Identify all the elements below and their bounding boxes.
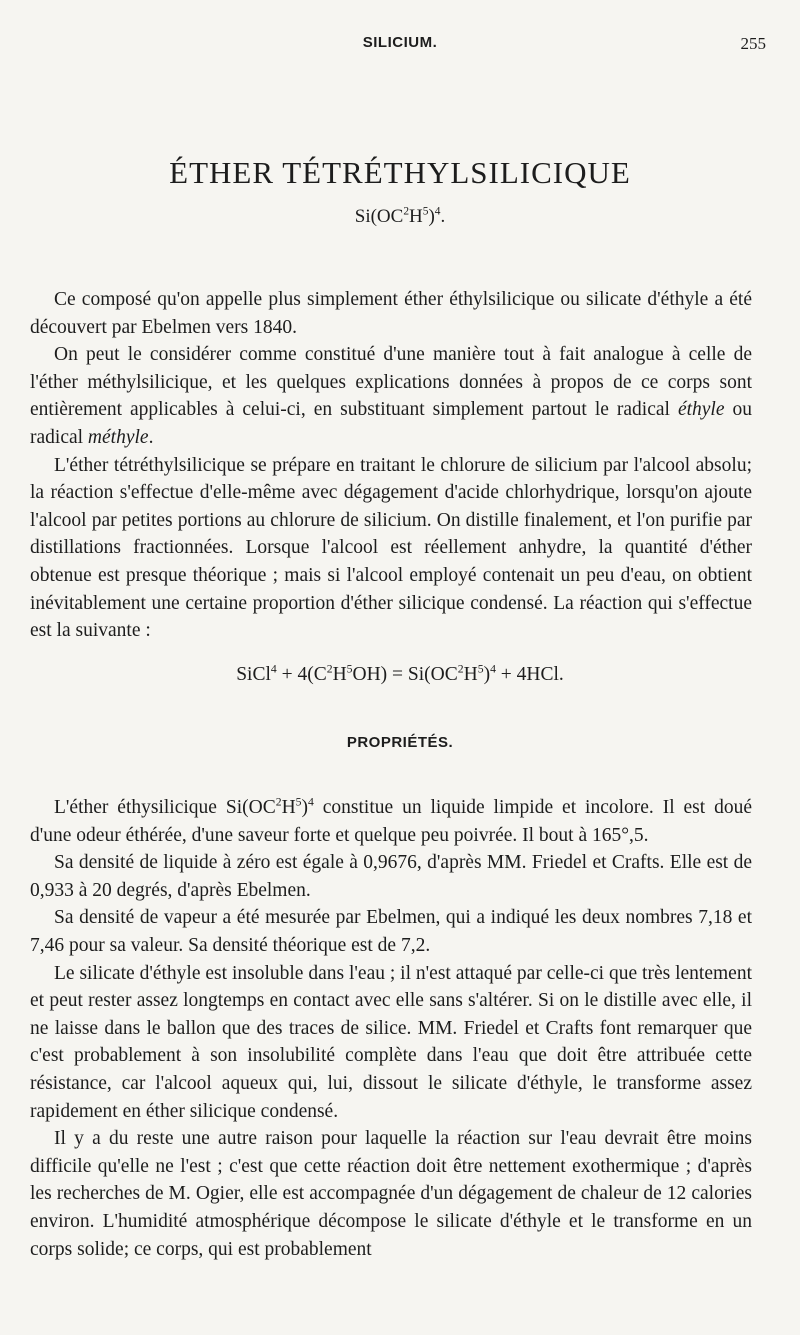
paragraph: Il y a du reste une autre raison pour laquelle la réaction sur l'eau devrait être moins difficile qu'elle ne l'est ; c'est que cette réaction doit être nettement exothermique ; d'après les recherches de M. Ogier, elle est accompagnée d'un dégagement de chaleur de 12 calories environ. L'humidité atmosphérique décompose le silicate d'éthyle et le transforme en un corps solide; ce corps, qui est probablement xyxy=(30,1128,752,1260)
paragraph: L'éther éthysilicique $Si(OC^2H^5)^4$ constitue un liquide limpide et incolore. Il est doué d'une odeur éthérée, d'une saveur forte et quelque peu poivrée. Il bout à 165°,5. xyxy=(30,795,753,846)
paragraph: Ce composé qu'on appelle plus simplement éther éthylsilicique ou silicate d'éthyle a été découvert par Ebelmen vers 1840. xyxy=(30,289,752,338)
running-head xyxy=(0,34,800,58)
chemical-formula: $Si(OC^2H^5)^4$. xyxy=(354,205,446,227)
paragraph: On peut le considérer comme constitué d'une manière tout à fait analogue à celle de l'éther méthylsilicique, et les quelques explications données à propos de ce corps sont entièrement applicables à celui-ci, en substituant simplement partout le radical éthyle ou radical méthyle. xyxy=(30,344,752,448)
intro-text xyxy=(30,286,752,645)
chapter-title: ÉTHER TÉTRÉTHYLSILICIQUE xyxy=(169,154,631,190)
section-heading: PROPRIÉTÉS. xyxy=(346,734,454,751)
reaction-equation: SiCl$^4$ + $4(C^2H^5OH) = Si(OC^2H^5)^4 + 4HCl$. xyxy=(236,662,564,685)
page-number: 255 xyxy=(740,34,766,53)
paragraph: Le silicate d'éthyle est insoluble dans l'eau ; il n'est attaqué par celle-ci que très lentement et peut rester assez longtemps en contact avec elle sans s'altérer. Si on le distille avec elle, il ne laisse dans le ballon que des traces de silice. MM. Friedel et Crafts font remarquer que c'est probablement à son insolubilité complète dans l'eau que doit être attribuée cette résistance, car l'alcool aqueux qui, lui, dissout le silicate d'éthyle, le transforme assez rapidement en éther silicique condensé. xyxy=(30,962,752,1122)
paragraph: L'éther tétréthylsilicique se prépare en traitant le chlorure de silicium par l'alcool absolu; la réaction s'effectue d'elle-même avec dégagement d'acide chlorhydrique, lorsqu'on ajoute l'alcool par petites portions au chlorure de silicium. On distille finalement, et l'on purifie par distillations fractionnées. Lorsque l'alcool est réellement anhydre, la quantité d'éther obtenue est presque théorique ; mais si l'alcool employé contenait un peu d'eau, on obtient inévitablement une certaine proportion d'éther silicique condensé. La réaction qui s'effectue est la suivante : xyxy=(30,454,752,642)
paragraph: Sa densité de vapeur a été mesurée par Ebelmen, qui a indiqué les deux nombres 7,18 et 7,46 pour sa valeur. Sa densité théorique est de 7,2. xyxy=(30,907,752,956)
running-title: SILICIUM. xyxy=(362,34,438,51)
paragraph: Sa densité de liquide à zéro est égale à 0,9676, d'après MM. Friedel et Crafts. Elle est de 0,933 à 20 degrés, d'après Ebelmen. xyxy=(30,852,752,901)
properties-text xyxy=(30,794,752,1263)
